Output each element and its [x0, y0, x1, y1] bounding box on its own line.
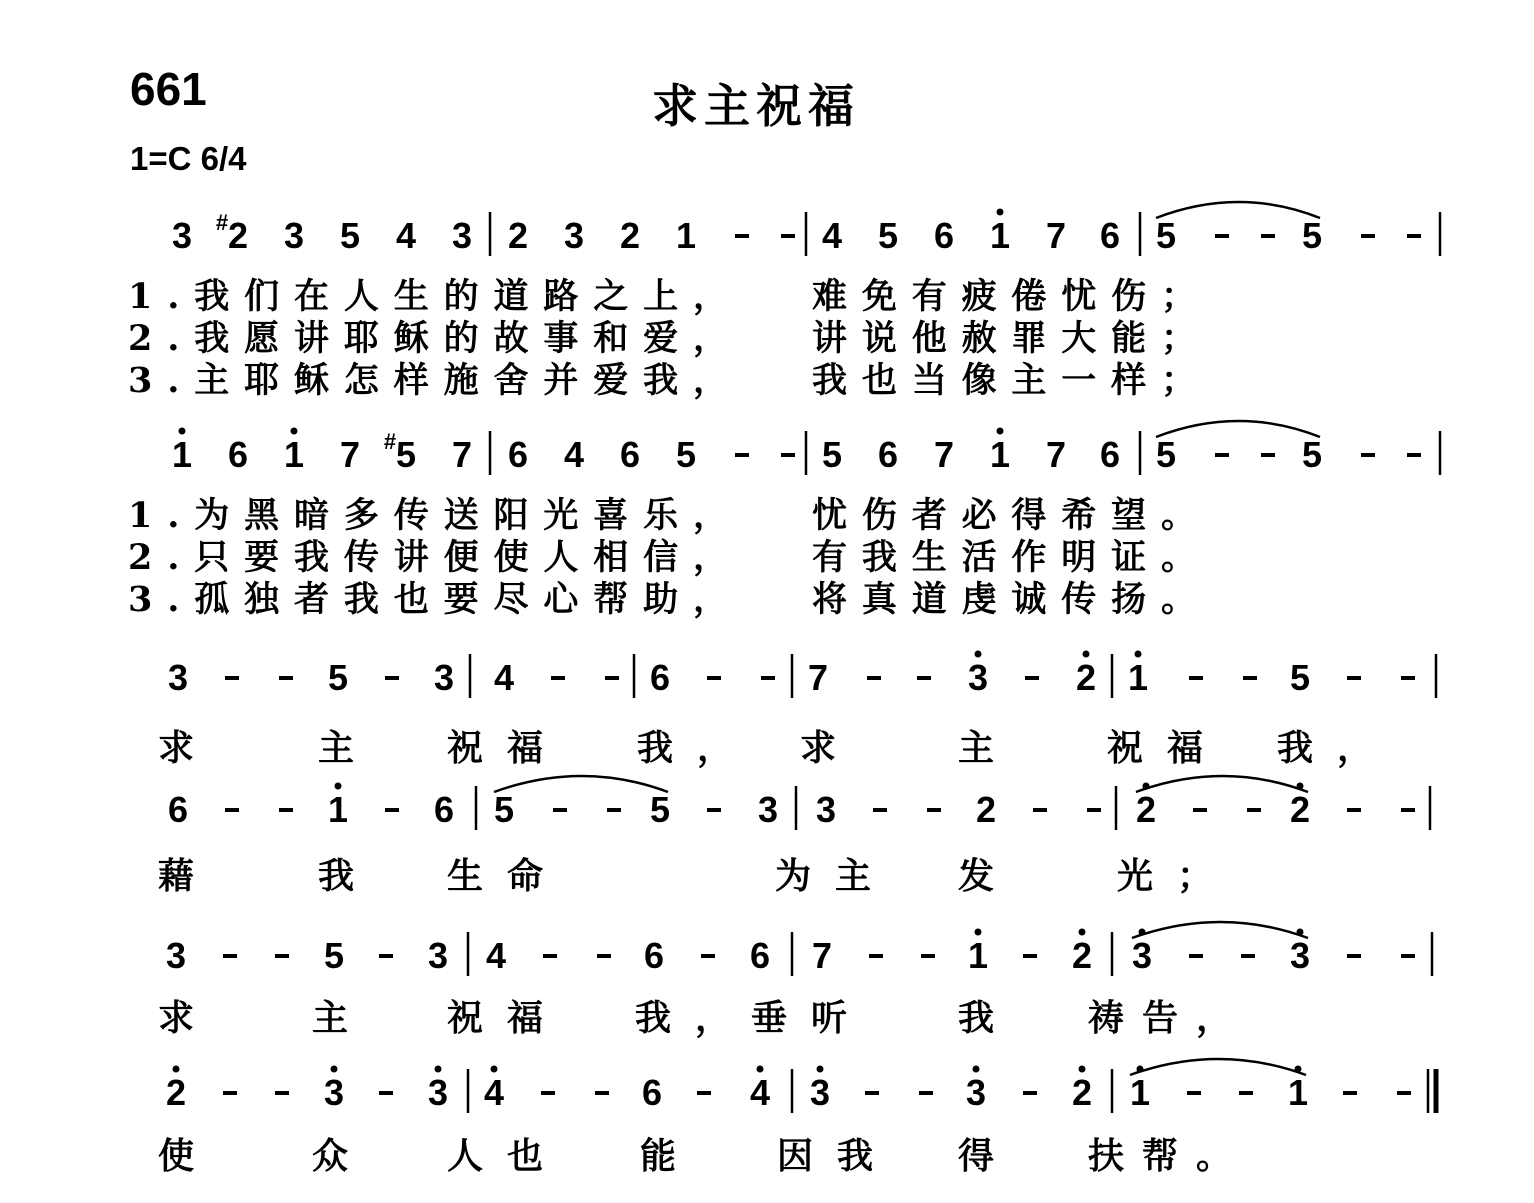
note-7: 7 [933, 434, 955, 475]
note-3: 3 [1289, 935, 1311, 976]
hymn-number: 661 [130, 63, 207, 115]
tie-arc [1156, 421, 1320, 437]
octave-dot [331, 1066, 338, 1073]
note-3: 3 [171, 215, 193, 256]
chorus-lyric: 求 [157, 997, 195, 1039]
chorus-lyric: 人也 [447, 1135, 543, 1177]
note-1: 1 [283, 434, 305, 475]
note-3: 3 [323, 1072, 345, 1113]
note-6: 6 [433, 789, 455, 830]
note-5: 5 [493, 789, 515, 830]
note-5: 5 [1289, 657, 1311, 698]
note-3: 3 [167, 657, 189, 698]
note-6: 6 [649, 657, 671, 698]
note-5: 5 [1301, 215, 1323, 256]
note-5: 5 [1301, 434, 1323, 475]
note-6: 6 [619, 434, 641, 475]
chorus-lyric: 求 [799, 727, 837, 769]
note-4: 4 [485, 935, 507, 976]
chorus-lyric: 众 [311, 1135, 349, 1177]
chorus-lyric: 祝福 [447, 997, 543, 1039]
note-5: 5 [877, 215, 899, 256]
note-7: 7 [811, 935, 833, 976]
note-1: 1 [1287, 1072, 1309, 1113]
note-4: 4 [749, 1072, 771, 1113]
note-5: 5 [327, 657, 349, 698]
octave-dot [975, 929, 982, 936]
note-6: 6 [1099, 215, 1121, 256]
note-4: 4 [493, 657, 515, 698]
octave-dot [291, 428, 298, 435]
note-4: 4 [821, 215, 843, 256]
note-3: 3 [757, 789, 779, 830]
note-4: 4 [483, 1072, 505, 1113]
octave-dot [1135, 651, 1142, 658]
octave-dot [335, 783, 342, 790]
note-5: 5 [821, 434, 843, 475]
note-7: 7 [807, 657, 829, 698]
lyric-line-a: 3.主耶稣怎样施舍并爱我， [128, 360, 728, 401]
sharp-sign: # [215, 210, 229, 235]
lyric-line-b: 讲说他赦罪大能； [812, 318, 1196, 359]
note-5: 5 [649, 789, 671, 830]
chorus-lyric: 我， [1277, 727, 1373, 769]
chorus-lyric: 祝福 [447, 727, 543, 769]
note-6: 6 [933, 215, 955, 256]
note-5: 5 [1155, 215, 1177, 256]
note-4: 4 [395, 215, 417, 256]
note-1: 1 [989, 434, 1011, 475]
lyric-line-a: 1.我们在人生的道路之上， [128, 276, 728, 317]
octave-dot [179, 428, 186, 435]
note-5: 5 [339, 215, 361, 256]
note-1: 1 [675, 215, 697, 256]
note-7: 7 [451, 434, 473, 475]
note-3: 3 [427, 935, 449, 976]
octave-dot [1083, 651, 1090, 658]
note-5: 5 [323, 935, 345, 976]
chorus-lyric: 主 [317, 727, 355, 769]
chorus-lyric: 我 [957, 997, 995, 1039]
lyric-line-a: 2.我愿讲耶稣的故事和爱， [128, 318, 728, 359]
chorus-lyric: 我， [635, 997, 731, 1039]
note-4: 4 [563, 434, 585, 475]
chorus-lyric: 发 [957, 855, 995, 897]
chorus-lyric: 藉 [157, 855, 195, 897]
octave-dot [997, 209, 1004, 216]
note-3: 3 [1131, 935, 1153, 976]
note-3: 3 [563, 215, 585, 256]
lyric-line-b: 难免有疲倦忧伤； [812, 276, 1196, 317]
note-7: 7 [1045, 215, 1067, 256]
chorus-lyric: 为主 [775, 855, 871, 897]
note-6: 6 [227, 434, 249, 475]
chorus-lyric: 扶帮。 [1088, 1135, 1232, 1177]
octave-dot [997, 428, 1004, 435]
hymn-title: 求主祝福 [652, 79, 860, 133]
chorus-lyric: 因我 [777, 1135, 873, 1177]
chorus-lyric: 祷告， [1088, 997, 1232, 1039]
chorus-lyric: 我， [637, 727, 733, 769]
note-1: 1 [1129, 1072, 1151, 1113]
note-1: 1 [989, 215, 1011, 256]
chorus-lyric: 主 [957, 727, 995, 769]
octave-dot [435, 1066, 442, 1073]
tie-arc [1130, 1059, 1306, 1075]
octave-dot [817, 1066, 824, 1073]
chorus-lyric: 能 [639, 1135, 677, 1177]
note-3: 3 [427, 1072, 449, 1113]
lyric-line-a: 2.只要我传讲便使人相信， [128, 537, 728, 578]
chorus-lyric: 我 [317, 855, 355, 897]
octave-dot [173, 1066, 180, 1073]
chorus-lyric: 使 [157, 1135, 195, 1177]
note-3: 3 [967, 657, 989, 698]
note-7: 7 [339, 434, 361, 475]
note-5: 5 [675, 434, 697, 475]
note-1: 1 [1127, 657, 1149, 698]
note-6: 6 [641, 1072, 663, 1113]
note-3: 3 [815, 789, 837, 830]
lyric-line-a: 3.孤独者我也要尽心帮助， [128, 579, 728, 620]
octave-dot [973, 1066, 980, 1073]
chorus-lyric: 生命 [447, 855, 543, 897]
tie-arc [494, 776, 668, 792]
note-6: 6 [507, 434, 529, 475]
note-2: 2 [1071, 935, 1093, 976]
note-3: 3 [965, 1072, 987, 1113]
key-signature: 1=C 6/4 [130, 140, 247, 177]
note-2: 2 [227, 215, 249, 256]
note-3: 3 [451, 215, 473, 256]
note-6: 6 [167, 789, 189, 830]
note-6: 6 [1099, 434, 1121, 475]
note-6: 6 [643, 935, 665, 976]
note-1: 1 [967, 935, 989, 976]
octave-dot [975, 651, 982, 658]
note-3: 3 [809, 1072, 831, 1113]
chorus-lyric: 光； [1117, 855, 1213, 897]
sharp-sign: # [383, 429, 397, 454]
octave-dot [757, 1066, 764, 1073]
note-2: 2 [975, 789, 997, 830]
tie-arc [1136, 776, 1308, 792]
note-2: 2 [1071, 1072, 1093, 1113]
chorus-lyric: 祝福 [1107, 727, 1203, 769]
note-6: 6 [877, 434, 899, 475]
lyric-line-a: 1.为黑暗多传送阳光喜乐， [128, 495, 728, 536]
lyric-line-b: 我也当像主一样； [812, 360, 1196, 401]
chorus-lyric: 得 [957, 1135, 995, 1177]
note-5: 5 [395, 434, 417, 475]
note-2: 2 [1135, 789, 1157, 830]
chorus-lyric: 主 [311, 997, 349, 1039]
note-5: 5 [1155, 434, 1177, 475]
note-2: 2 [1075, 657, 1097, 698]
chorus-lyric: 垂听 [751, 997, 847, 1039]
note-3: 3 [433, 657, 455, 698]
note-2: 2 [507, 215, 529, 256]
note-7: 7 [1045, 434, 1067, 475]
note-3: 3 [283, 215, 305, 256]
octave-dot [1079, 1066, 1086, 1073]
lyric-line-b: 将真道虔诚传扬。 [812, 579, 1196, 620]
octave-dot [1079, 929, 1086, 936]
lyric-line-b: 忧伤者必得希望。 [812, 495, 1196, 536]
note-2: 2 [165, 1072, 187, 1113]
note-1: 1 [327, 789, 349, 830]
note-1: 1 [171, 434, 193, 475]
tie-arc [1156, 202, 1320, 218]
chorus-lyric: 求 [157, 727, 195, 769]
octave-dot [491, 1066, 498, 1073]
tie-arc [1132, 922, 1308, 938]
note-3: 3 [165, 935, 187, 976]
note-6: 6 [749, 935, 771, 976]
note-2: 2 [619, 215, 641, 256]
note-2: 2 [1289, 789, 1311, 830]
lyric-line-b: 有我生活作明证。 [812, 537, 1196, 578]
